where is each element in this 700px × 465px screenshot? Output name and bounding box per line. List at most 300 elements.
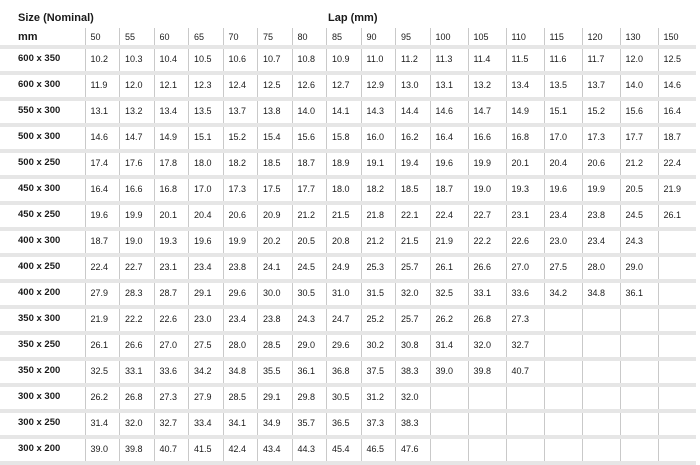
lap-column-header: 90	[361, 28, 396, 47]
value-cell: 12.5	[258, 73, 293, 99]
value-cell: 26.1	[658, 203, 696, 229]
value-cell	[620, 411, 658, 437]
value-cell: 22.7	[468, 203, 506, 229]
value-cell: 17.7	[292, 177, 327, 203]
value-cell: 10.2	[85, 47, 120, 73]
value-cell: 17.6	[120, 151, 155, 177]
value-cell: 36.1	[620, 281, 658, 307]
table-row	[0, 359, 696, 385]
value-cell: 38.3	[396, 411, 431, 437]
value-cell: 12.0	[620, 47, 658, 73]
value-cell: 17.0	[544, 125, 582, 151]
value-cell: 20.4	[189, 203, 224, 229]
value-cell: 31.4	[430, 333, 468, 359]
lap-heading: Lap (mm)	[328, 12, 378, 24]
value-cell: 14.9	[506, 99, 544, 125]
value-cell: 13.1	[430, 73, 468, 99]
value-cell: 18.5	[396, 177, 431, 203]
lap-header-row	[0, 28, 696, 47]
size-label-cell: 450 x 300	[0, 177, 85, 203]
value-cell	[620, 333, 658, 359]
value-cell: 18.7	[658, 125, 696, 151]
value-cell: 26.6	[468, 255, 506, 281]
value-cell	[658, 307, 696, 333]
value-cell: 21.2	[292, 203, 327, 229]
lap-column-header: 65	[189, 28, 224, 47]
value-cell: 40.7	[154, 437, 189, 463]
value-cell: 13.7	[582, 73, 620, 99]
value-cell: 28.3	[120, 281, 155, 307]
value-cell: 17.5	[258, 177, 293, 203]
value-cell: 13.8	[258, 99, 293, 125]
value-cell	[658, 333, 696, 359]
value-cell: 15.2	[223, 125, 258, 151]
value-cell: 32.0	[396, 385, 431, 411]
value-cell: 21.2	[361, 229, 396, 255]
value-cell	[658, 255, 696, 281]
value-cell: 25.3	[361, 255, 396, 281]
value-cell	[658, 229, 696, 255]
value-cell: 36.8	[327, 359, 362, 385]
value-cell	[582, 333, 620, 359]
value-cell: 12.4	[223, 73, 258, 99]
value-cell: 21.9	[430, 229, 468, 255]
value-cell: 14.1	[327, 99, 362, 125]
value-cell: 18.9	[327, 151, 362, 177]
value-cell: 14.4	[396, 99, 431, 125]
lap-column-header: 120	[582, 28, 620, 47]
value-cell	[582, 307, 620, 333]
value-cell: 29.0	[620, 255, 658, 281]
value-cell: 24.7	[327, 307, 362, 333]
value-cell: 22.4	[658, 151, 696, 177]
value-cell: 12.0	[120, 73, 155, 99]
value-cell	[620, 385, 658, 411]
value-cell	[430, 437, 468, 463]
value-cell: 14.0	[620, 73, 658, 99]
value-cell: 43.4	[258, 437, 293, 463]
table-row	[0, 437, 696, 463]
value-cell: 36.1	[292, 359, 327, 385]
value-cell: 33.1	[468, 281, 506, 307]
value-cell: 19.9	[468, 151, 506, 177]
value-cell: 32.0	[468, 333, 506, 359]
value-cell: 15.1	[189, 125, 224, 151]
value-cell	[506, 437, 544, 463]
lap-column-header: 50	[85, 28, 120, 47]
value-cell: 32.7	[506, 333, 544, 359]
lap-column-header: 100	[430, 28, 468, 47]
value-cell: 22.6	[506, 229, 544, 255]
value-cell: 19.6	[544, 177, 582, 203]
mm-unit-label: mm	[18, 31, 38, 43]
value-cell: 31.2	[361, 385, 396, 411]
value-cell: 13.4	[506, 73, 544, 99]
value-cell: 22.2	[120, 307, 155, 333]
value-cell: 12.1	[154, 73, 189, 99]
value-cell: 25.7	[396, 307, 431, 333]
value-cell: 34.8	[582, 281, 620, 307]
value-cell: 11.3	[430, 47, 468, 73]
lap-column-header: 85	[327, 28, 362, 47]
value-cell: 14.6	[85, 125, 120, 151]
value-cell	[544, 385, 582, 411]
value-cell: 35.7	[292, 411, 327, 437]
value-cell: 33.6	[506, 281, 544, 307]
value-cell: 47.6	[396, 437, 431, 463]
value-cell: 28.7	[154, 281, 189, 307]
table-row	[0, 151, 696, 177]
value-cell: 19.9	[223, 229, 258, 255]
value-cell: 24.9	[327, 255, 362, 281]
value-cell: 18.5	[258, 151, 293, 177]
value-cell: 19.6	[430, 151, 468, 177]
value-cell	[506, 411, 544, 437]
value-cell: 31.5	[361, 281, 396, 307]
size-label-cell: 500 x 250	[0, 151, 85, 177]
value-cell: 29.1	[189, 281, 224, 307]
value-cell: 19.1	[361, 151, 396, 177]
table-row	[0, 411, 696, 437]
value-cell: 21.5	[327, 203, 362, 229]
value-cell: 14.6	[430, 99, 468, 125]
value-cell: 18.0	[327, 177, 362, 203]
value-cell: 32.0	[120, 411, 155, 437]
value-cell: 26.1	[85, 333, 120, 359]
value-cell: 16.6	[468, 125, 506, 151]
value-cell: 12.5	[658, 47, 696, 73]
value-cell	[468, 385, 506, 411]
value-cell: 19.4	[396, 151, 431, 177]
value-cell: 27.5	[189, 333, 224, 359]
value-cell: 20.5	[620, 177, 658, 203]
value-cell: 19.6	[189, 229, 224, 255]
value-cell: 28.5	[258, 333, 293, 359]
value-cell: 10.3	[120, 47, 155, 73]
value-cell	[582, 359, 620, 385]
value-cell: 21.9	[658, 177, 696, 203]
value-cell: 29.0	[292, 333, 327, 359]
value-cell: 27.0	[154, 333, 189, 359]
lap-column-header: 55	[120, 28, 155, 47]
table-row	[0, 307, 696, 333]
value-cell: 32.7	[154, 411, 189, 437]
value-cell: 16.4	[430, 125, 468, 151]
value-cell: 28.0	[582, 255, 620, 281]
value-cell: 13.2	[468, 73, 506, 99]
value-cell: 20.2	[258, 229, 293, 255]
value-cell: 11.9	[85, 73, 120, 99]
value-cell: 10.6	[223, 47, 258, 73]
value-cell: 14.7	[120, 125, 155, 151]
value-cell: 23.0	[189, 307, 224, 333]
value-cell: 29.1	[258, 385, 293, 411]
value-cell: 11.0	[361, 47, 396, 73]
value-cell: 35.5	[258, 359, 293, 385]
value-cell: 39.8	[120, 437, 155, 463]
value-cell: 40.7	[506, 359, 544, 385]
value-cell	[544, 411, 582, 437]
value-cell: 27.0	[506, 255, 544, 281]
value-cell	[658, 359, 696, 385]
value-cell: 16.8	[154, 177, 189, 203]
value-cell: 10.9	[327, 47, 362, 73]
lap-column-header: 130	[620, 28, 658, 47]
value-cell: 22.4	[85, 255, 120, 281]
value-cell: 21.5	[396, 229, 431, 255]
value-cell: 27.9	[189, 385, 224, 411]
value-cell: 26.8	[120, 385, 155, 411]
value-cell: 28.0	[223, 333, 258, 359]
size-nominal-heading: Size (Nominal)	[18, 12, 94, 24]
value-cell: 12.6	[292, 73, 327, 99]
value-cell: 46.5	[361, 437, 396, 463]
value-cell: 13.5	[544, 73, 582, 99]
value-cell: 20.1	[154, 203, 189, 229]
value-cell: 12.7	[327, 73, 362, 99]
value-cell: 23.1	[506, 203, 544, 229]
value-cell: 18.7	[430, 177, 468, 203]
value-cell: 10.8	[292, 47, 327, 73]
lap-column-header: 110	[506, 28, 544, 47]
value-cell: 34.9	[258, 411, 293, 437]
size-label-cell: 300 x 200	[0, 437, 85, 463]
value-cell: 24.3	[292, 307, 327, 333]
value-cell: 36.5	[327, 411, 362, 437]
value-cell: 29.6	[327, 333, 362, 359]
value-cell: 19.0	[468, 177, 506, 203]
value-cell: 20.5	[292, 229, 327, 255]
value-cell: 22.7	[120, 255, 155, 281]
value-cell: 13.7	[223, 99, 258, 125]
value-cell: 20.1	[506, 151, 544, 177]
value-cell: 45.4	[327, 437, 362, 463]
value-cell: 20.6	[223, 203, 258, 229]
table-row	[0, 229, 696, 255]
value-cell: 23.0	[544, 229, 582, 255]
value-cell: 22.6	[154, 307, 189, 333]
value-cell: 11.7	[582, 47, 620, 73]
lap-column-header: 80	[292, 28, 327, 47]
value-cell: 29.6	[223, 281, 258, 307]
value-cell: 18.7	[292, 151, 327, 177]
value-cell: 27.5	[544, 255, 582, 281]
value-cell: 30.8	[396, 333, 431, 359]
value-cell: 17.3	[223, 177, 258, 203]
table-row	[0, 203, 696, 229]
value-cell	[658, 411, 696, 437]
value-cell: 16.0	[361, 125, 396, 151]
value-cell: 14.6	[658, 73, 696, 99]
value-cell: 26.2	[430, 307, 468, 333]
table-row	[0, 125, 696, 151]
value-cell: 10.7	[258, 47, 293, 73]
value-cell	[658, 437, 696, 463]
value-cell: 24.1	[258, 255, 293, 281]
value-cell: 23.4	[582, 229, 620, 255]
value-cell: 19.9	[120, 203, 155, 229]
value-cell: 37.5	[361, 359, 396, 385]
value-cell: 17.3	[582, 125, 620, 151]
size-label-cell: 350 x 200	[0, 359, 85, 385]
value-cell: 32.5	[85, 359, 120, 385]
value-cell	[544, 307, 582, 333]
table-row	[0, 281, 696, 307]
value-cell	[430, 411, 468, 437]
value-cell: 20.8	[327, 229, 362, 255]
value-cell	[658, 385, 696, 411]
value-cell: 27.3	[154, 385, 189, 411]
value-cell: 10.5	[189, 47, 224, 73]
value-cell: 23.4	[189, 255, 224, 281]
value-cell: 23.8	[223, 255, 258, 281]
value-cell: 19.9	[582, 177, 620, 203]
size-label-cell: 350 x 250	[0, 333, 85, 359]
value-cell: 16.6	[120, 177, 155, 203]
value-cell: 15.4	[258, 125, 293, 151]
value-cell: 16.4	[85, 177, 120, 203]
size-label-cell: 300 x 300	[0, 385, 85, 411]
value-cell: 21.9	[85, 307, 120, 333]
header-corner-cell	[0, 28, 85, 47]
value-cell: 12.9	[361, 73, 396, 99]
value-cell: 25.2	[361, 307, 396, 333]
value-cell: 19.6	[85, 203, 120, 229]
value-cell: 30.2	[361, 333, 396, 359]
value-cell: 18.7	[85, 229, 120, 255]
value-cell: 26.6	[120, 333, 155, 359]
value-cell: 14.3	[361, 99, 396, 125]
value-cell: 27.9	[85, 281, 120, 307]
value-cell: 34.2	[544, 281, 582, 307]
value-cell: 11.5	[506, 47, 544, 73]
value-cell: 33.4	[189, 411, 224, 437]
table-row	[0, 255, 696, 281]
size-label-cell: 500 x 300	[0, 125, 85, 151]
value-cell: 13.5	[189, 99, 224, 125]
value-cell: 14.9	[154, 125, 189, 151]
value-cell: 12.3	[189, 73, 224, 99]
table-row	[0, 73, 696, 99]
value-cell: 30.0	[258, 281, 293, 307]
value-cell: 16.4	[658, 99, 696, 125]
value-cell: 24.5	[292, 255, 327, 281]
value-cell: 13.2	[120, 99, 155, 125]
value-cell: 34.1	[223, 411, 258, 437]
value-cell: 20.4	[544, 151, 582, 177]
value-cell: 11.6	[544, 47, 582, 73]
table-row	[0, 333, 696, 359]
value-cell: 44.3	[292, 437, 327, 463]
size-label-cell: 300 x 250	[0, 411, 85, 437]
table-row	[0, 99, 696, 125]
value-cell: 41.5	[189, 437, 224, 463]
value-cell	[620, 359, 658, 385]
value-cell: 22.4	[430, 203, 468, 229]
value-cell: 11.4	[468, 47, 506, 73]
size-label-cell: 600 x 300	[0, 73, 85, 99]
value-cell	[544, 359, 582, 385]
value-cell: 25.7	[396, 255, 431, 281]
value-cell: 26.1	[430, 255, 468, 281]
value-cell: 39.0	[430, 359, 468, 385]
size-label-cell: 400 x 200	[0, 281, 85, 307]
size-label-cell: 550 x 300	[0, 99, 85, 125]
value-cell: 23.1	[154, 255, 189, 281]
value-cell: 27.3	[506, 307, 544, 333]
lap-column-header: 105	[468, 28, 506, 47]
size-label-cell: 400 x 300	[0, 229, 85, 255]
value-cell: 30.5	[327, 385, 362, 411]
size-label-cell: 350 x 300	[0, 307, 85, 333]
value-cell	[582, 437, 620, 463]
lap-weight-table	[0, 28, 696, 465]
value-cell	[582, 385, 620, 411]
lap-column-header: 75	[258, 28, 293, 47]
value-cell: 19.0	[120, 229, 155, 255]
value-cell: 20.6	[582, 151, 620, 177]
value-cell: 19.3	[506, 177, 544, 203]
value-cell: 15.2	[582, 99, 620, 125]
lap-column-header: 115	[544, 28, 582, 47]
value-cell: 23.4	[544, 203, 582, 229]
value-cell: 31.0	[327, 281, 362, 307]
value-cell	[658, 281, 696, 307]
size-label-cell: 450 x 250	[0, 203, 85, 229]
value-cell: 15.8	[327, 125, 362, 151]
value-cell: 13.1	[85, 99, 120, 125]
value-cell: 21.2	[620, 151, 658, 177]
value-cell: 37.3	[361, 411, 396, 437]
value-cell: 34.8	[223, 359, 258, 385]
value-cell	[430, 385, 468, 411]
lap-column-header: 70	[223, 28, 258, 47]
value-cell: 38.3	[396, 359, 431, 385]
value-cell: 29.8	[292, 385, 327, 411]
value-cell: 23.8	[258, 307, 293, 333]
value-cell: 17.7	[620, 125, 658, 151]
value-cell: 31.4	[85, 411, 120, 437]
value-cell: 16.2	[396, 125, 431, 151]
lap-column-header: 60	[154, 28, 189, 47]
value-cell	[620, 437, 658, 463]
value-cell: 17.0	[189, 177, 224, 203]
value-cell: 16.8	[506, 125, 544, 151]
table-row	[0, 385, 696, 411]
value-cell: 42.4	[223, 437, 258, 463]
value-cell: 15.6	[292, 125, 327, 151]
value-cell: 26.2	[85, 385, 120, 411]
value-cell: 34.2	[189, 359, 224, 385]
lap-column-header: 95	[396, 28, 431, 47]
table-row	[0, 177, 696, 203]
value-cell: 10.4	[154, 47, 189, 73]
value-cell: 22.1	[396, 203, 431, 229]
value-cell: 24.5	[620, 203, 658, 229]
value-cell: 19.3	[154, 229, 189, 255]
value-cell: 33.1	[120, 359, 155, 385]
value-cell: 11.2	[396, 47, 431, 73]
value-cell: 39.0	[85, 437, 120, 463]
value-cell: 17.8	[154, 151, 189, 177]
value-cell	[544, 333, 582, 359]
lap-column-header: 150	[658, 28, 696, 47]
value-cell: 22.2	[468, 229, 506, 255]
value-cell: 13.0	[396, 73, 431, 99]
size-label-cell: 600 x 350	[0, 47, 85, 73]
value-cell: 23.4	[223, 307, 258, 333]
value-cell: 18.2	[223, 151, 258, 177]
